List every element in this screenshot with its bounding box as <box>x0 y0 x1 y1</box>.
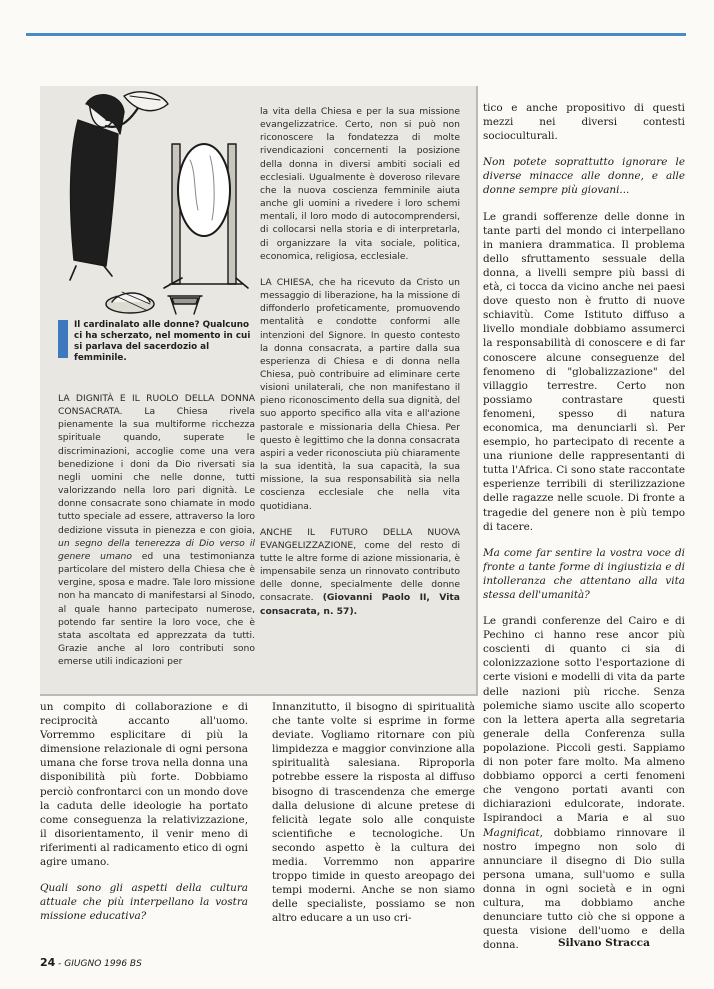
article-column-right <box>483 101 685 951</box>
caption-accent-bar <box>58 320 68 358</box>
interview-question: Quali sono gli aspetti della cultura attuale che più interpellano la vostra missione educativa? <box>40 882 248 923</box>
interview-question: Non potete soprattutto ignorare le diverse minacce alle donne, e alle donne sempre più giovani... <box>483 156 685 197</box>
paragraph: ANCHE IL FUTURO DELLA NUOVA EVANGELIZZAZIONE, come del resto di tutte le altre forme di azione missionaria, è impensabile senza un rinnovato contributo delle donne, specialmente delle donne consacrate. (Giovanni Paolo II, Vita consacrata, n. 57). <box>260 526 460 617</box>
page-number: 24 <box>40 956 56 969</box>
paragraph: Le grandi sofferenze delle donne in tante parti del mondo ci interpellano in maniera drammatica. Il problema dello sfruttamento sessuale della donna, a livelli sempre più bassi di età, ci tocca da vicino anche nei paesi dove questo non è frutto di nuove schiavitù. Come Istituto diffuso a livello mondiale dobbiamo assumerci la responsabilità di conoscere e di far conoscere alcune conseguenze del fenomeno di "globalizzazione" del villaggio terrestre. Certo non possiamo contrastare questi fenomeni, spesso di natura economica, ma denunciarli sì. Per esempio, ho partecipato di recente a una riunione delle rappresentanti di tutta l'Africa. Ci sono state raccontate esperienze terribili di sterilizzazione delle ragazze nelle scuole. Di fronte a tragedie del genere non è più tempo di tacere. <box>483 210 685 533</box>
author-signature: Silvano Stracca <box>558 937 650 949</box>
sidebar-column-right <box>260 105 460 690</box>
article-column-left <box>40 700 248 952</box>
illustration-caption <box>58 320 254 363</box>
run-in-head: ANCHE IL FUTURO DELLA NUOVA EVANGELIZZAZIONE, <box>260 526 460 551</box>
interview-question: Ma come far sentire la vostra voce di fronte a tante forme di ingiustizia e di intolleranza che attentano alla vita stessa dell'umanità? <box>483 546 685 601</box>
sidebar-column-left <box>58 392 255 692</box>
paragraph: LA CHIESA, che ha ricevuto da Cristo un messaggio di liberazione, ha la missione di diffonderlo profeticamente, promuovendo mentalità e condotte conformi alle intenzioni del Signore. In questo contesto la donna consacrata, a partire dalla sua esperienza di Chiesa e di donna nella Chiesa, può contribuire ad eliminare certe visioni unilaterali, che non manifestano il pieno riconoscimento della sua dignità, del suo apporto specifico alla vita e all'azione pastorale e missionaria della Chiesa. Per questo è legittimo che la donna consacrata aspiri a veder riconosciuta più chiaramente la sua identità, la sua capacità, la sua missione, la sua responsabilità sia nella coscienza ecclesiale che nella vita quotidiana. <box>260 276 460 512</box>
citation: (Giovanni Paolo II, Vita consacrata, n. 57). <box>260 592 460 617</box>
paragraph: la vita della Chiesa e per la sua missione evangelizzatrice. Certo, non si può non riconoscere la fondatezza di molte rivendicazioni concernenti la posizione della donna in diversi ambiti sociali ed ecclesiali. Ugualmente è doveroso rilevare che la nuova coscienza femminile aiuta anche gli uomini a rivedere i loro schemi mentali, il loro modo di autocomprendersi, di collocarsi nella storia e di interpretarla, di organizzare la vita sociale, politica, economica, religiosa, ecclesiale. <box>260 106 460 262</box>
run-in-head: LA CHIESA, <box>260 276 314 288</box>
paragraph: LA DIGNITÀ E IL RUOLO DELLA DONNA CONSACRATA. La Chiesa rivela pienamente la sua multiforme ricchezza spirituale quando, superate le discriminazioni, accoglie come una vera benedizione i doni da Dio riversati sia negli uomini che nelle donne, tutti valorizzando nella loro pari dignità. Le donne consacrate sono chiamate in modo tutto speciale ad essere, attraverso la loro dedizione vissuta in pienezza e con gioia, un segno della tenerezza di Dio verso il genere umano ed una testimonianza particolare del mistero della Chiesa che è vergine, sposa e madre. Tale loro missione non ha mancato di manifestarsi al Sinodo, al quale hanno partecipato numerose, potendo far sentire la loro voce, che è stata ascoltata ed apprezzata da tutti. Grazie anche al loro contributi sono emerse utili indicazioni per <box>58 393 255 668</box>
caption-text: Il cardinalato alle donne? Qualcuno ci ha scherzato, nel momento in cui si parlava del sacerdozio al femminile. <box>74 320 251 363</box>
page-footer: 24 - GIUGNO 1996 BS <box>40 956 142 969</box>
issue-date: GIUGNO 1996 BS <box>64 959 142 969</box>
paragraph: Innanzitutto, il bisogno di spiritualità che tante volte si esprime in forme deviate. Vogliamo ritornare con più limpidezza e maggior convinzione alla spiritualità salesiana. Riproporla potrebbe essere la risposta al diffuso bisogno di trascendenza che emerge dalla delusione di alcune pretese di felicità legate solo alle conquiste scientifiche e tecnologiche. Un secondo aspetto è la cultura dei media. Vorremmo non apparire troppo timide in questo areopago dei tempi moderni. Anche se non siamo delle specialiste, possiamo se non altro educare a un uso cri- <box>272 701 475 925</box>
article-column-middle <box>272 700 475 952</box>
top-rule <box>26 33 686 36</box>
paragraph: un compito di collaborazione e di reciprocità accanto all'uomo. Vorremmo esplicitare di più la dimensione relazionale di ogni persona umana che forse trova nella donna una disponibilità più forte. Dobbiamo perciò confrontarci con un mondo dove la caduta delle ideologie ha portato come conseguenza la relativizzazione, il disorientamento, il venir meno di riferimenti al radicamento etico di ogni agire umano. <box>40 701 248 869</box>
paragraph: Le grandi conferenze del Cairo e di Pechino ci hanno rese ancor più coscienti di quanto ci sia di colonizzazione sotto l'esportazione di certe visioni e modelli di vita da parte delle nazioni più ricche. Senza polemiche siamo uscite allo scoperto con la lettera aperta alla segretaria generale della Conferenza sulla popolazione. Piccoli gesti. Sappiamo di non poter fare molto. Ma almeno dobbiamo opporci a certi fenomeni che vengono portati avanti con dichiarazioni edulcorate, indorate. Ispirandoci a Maria e al suo Magnificat, dobbiamo rinnovare il nostro impegno non solo di annunciare il disegno di Dio sulla persona umana, sull'uomo e sulla donna in ogni società e in ogni cultura, ma dobbiamo anche denunciare tutto ciò che si oppone a questa visione dell'uomo e della donna. <box>483 615 685 951</box>
nun-mirror-illustration <box>60 90 250 320</box>
paragraph: tico e anche propositivo di questi mezzi nei diversi contesti socioculturali. <box>483 102 685 143</box>
run-in-head: LA DIGNITÀ E IL RUOLO DELLA DONNA CONSACRATA. <box>58 393 255 418</box>
